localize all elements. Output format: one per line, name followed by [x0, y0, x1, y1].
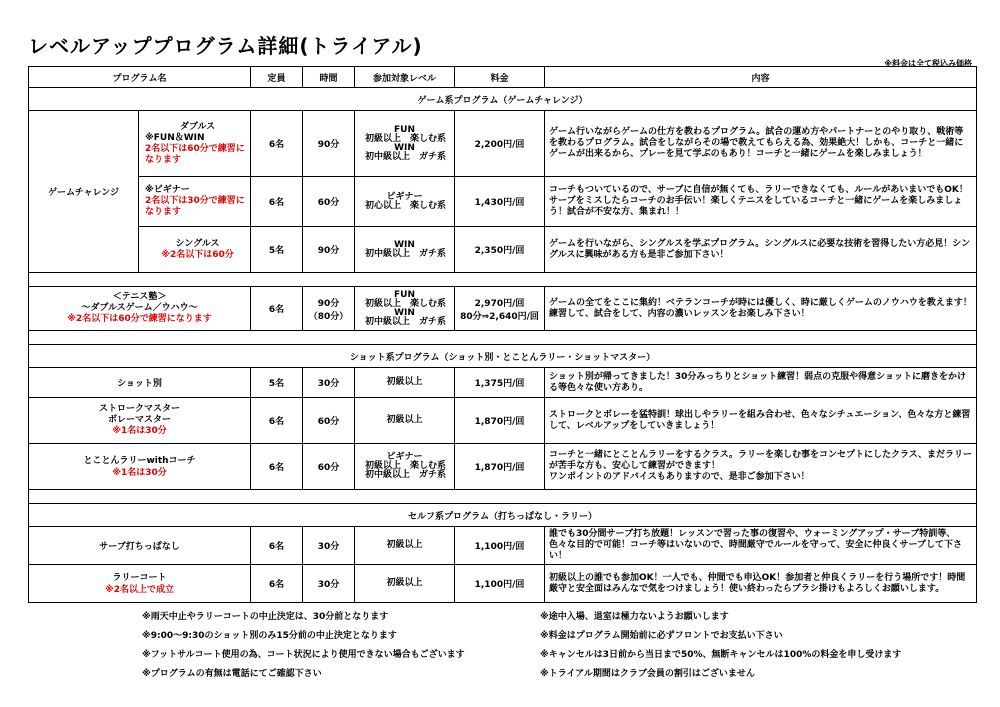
tennis-juku-time-cell	[303, 287, 355, 331]
level-fun-desc: 初級以上 楽しむ系	[365, 133, 447, 144]
note-item: ※9:00～9:30のショット別のみ15分前の中止決定となります	[142, 631, 397, 641]
doubles-name-cell	[139, 111, 251, 177]
tokoton-rally-price: 1,870円/回	[455, 444, 545, 490]
shot-betsu-price: 1,375円/回	[455, 368, 545, 398]
doubles-time: 90分	[303, 111, 355, 177]
header-content: 内容	[545, 67, 977, 88]
note-item: ※途中入場、退室は極力ないようお願いします	[540, 612, 729, 622]
tennis-juku-capacity: 6名	[251, 287, 303, 331]
singles-title: シングルス	[175, 238, 220, 249]
volley-master-name: ボレーマスター	[108, 415, 172, 425]
spacer-row	[29, 331, 977, 345]
beginner-name-cell	[139, 177, 251, 227]
rally-court-name-cell	[29, 565, 251, 603]
section-game: ゲーム系プログラム（ゲームチャレンジ）	[29, 88, 977, 111]
tennis-juku-desc: ゲームの全てをここに集約！ベテランコーチが時には優しく、時に厳しくゲームのノウハウを教えます！練習して、試合をして、内容の濃いレッスンをお楽しみ下さい！	[545, 287, 977, 331]
level-shochukyu: 初中級以上 ガチ系	[365, 470, 447, 480]
level-beginner: ビギナー	[386, 191, 423, 202]
spacer-row	[29, 273, 977, 287]
page-title: レベルアッププログラム詳細(トライアル)	[28, 34, 423, 58]
singles-time: 90分	[303, 227, 355, 273]
doubles-price: 2,200円/回	[455, 111, 545, 177]
level-fun: FUN	[394, 124, 416, 135]
tokoton-rally-time: 60分	[303, 444, 355, 490]
spacer-row	[29, 490, 977, 504]
shot-betsu-capacity: 5名	[251, 368, 303, 398]
tennis-juku-sub: ～ダブルスゲーム／ウハウ～	[81, 303, 198, 313]
tennis-juku-price-cell	[455, 287, 545, 331]
serve-price: 1,100円/回	[455, 527, 545, 565]
singles-capacity: 5名	[251, 227, 303, 273]
notes-right	[540, 608, 901, 684]
level-win: WIN	[394, 307, 415, 318]
singles-name-cell	[139, 227, 251, 273]
stroke-master-level: 初級以上	[355, 398, 455, 444]
level-beginner: ビギナー	[386, 452, 423, 462]
beginner-price: 1,430円/回	[455, 177, 545, 227]
stroke-master-name: ストロークマスター	[99, 404, 181, 414]
header-price: 料金	[455, 67, 545, 88]
header-level: 参加対象レベル	[355, 67, 455, 88]
shot-betsu-level: 初級以上	[355, 368, 455, 398]
stroke-master-time: 60分	[303, 398, 355, 444]
tennis-juku-title: ＜テニス塾＞	[112, 292, 167, 302]
game-challenge-name: ゲームチャレンジ	[29, 111, 139, 273]
tennis-juku-note: ※2名以下は60分で練習になります	[67, 314, 212, 324]
beginner-time: 60分	[303, 177, 355, 227]
note-item: ※料金はプログラム開始前に必ずフロントでお支払い下さい	[540, 631, 783, 641]
header-row	[29, 67, 977, 88]
rally-court-note: ※2名以上で成立	[105, 584, 175, 595]
shot-betsu-time: 30分	[303, 368, 355, 398]
level-shokyu: 初級以上 楽しむ系	[365, 461, 447, 471]
note-item: ※トライアル期間はクラブ会員の割引はございません	[540, 669, 755, 679]
stroke-master-name-cell	[29, 398, 251, 444]
level-win: WIN	[394, 142, 415, 153]
tokoton-rally-desc2: ワンポイントのアドバイスもありますので、是非ご参加下さい！	[549, 472, 810, 482]
rally-court-time: 30分	[303, 565, 355, 603]
doubles-level	[355, 111, 455, 177]
rally-court-price: 1,100円/回	[455, 565, 545, 603]
doubles-title: ダブルス	[179, 121, 216, 132]
doubles-sub: ※FUN＆WIN	[145, 132, 205, 143]
notes-left	[142, 608, 465, 684]
level-beginner-desc: 初心以上 楽しむ系	[365, 200, 447, 211]
beginner-title: ※ビギナー	[145, 185, 190, 195]
tokoton-rally-desc-cell	[545, 444, 977, 490]
singles-level	[355, 227, 455, 273]
tennis-juku-price-alt: 80分⇒2,640円/回	[460, 311, 539, 322]
tennis-juku-name-cell	[29, 287, 251, 331]
stroke-master-price: 1,870円/回	[455, 398, 545, 444]
tennis-juku-time-alt: （80分）	[308, 311, 349, 322]
doubles-note: 2名以下は60分で練習になります	[145, 143, 245, 165]
tennis-juku-level	[355, 287, 455, 331]
stroke-master-capacity: 6名	[251, 398, 303, 444]
tennis-juku-time: 90分	[317, 298, 340, 309]
level-singles: WIN	[394, 239, 415, 250]
header-program: プログラム名	[29, 67, 251, 88]
section-shot: ショット系プログラム（ショット別・とことんラリー・ショットマスター）	[29, 345, 977, 368]
tax-note: ※料金は全て税込み価格	[884, 59, 972, 68]
note-item: ※雨天中止やラリーコートの中止決定は、30分前となります	[142, 612, 389, 622]
singles-price: 2,350円/回	[455, 227, 545, 273]
singles-desc: ゲームを行いながら、シングルスを学ぶプログラム。シングルスに必要な技術を習得したい方必見！シングルスに興味がある方も是非ご参加下さい！	[545, 227, 977, 273]
stroke-master-note: ※1名は30分	[112, 426, 167, 436]
tokoton-rally-name: とことんラリーwithコーチ	[83, 455, 196, 466]
header-capacity: 定員	[251, 67, 303, 88]
shot-betsu-desc: ショット別が帰ってきました！30分みっちりとショット練習！弱点の克服や得意ショットに磨きをかける等色々な使い方あり。	[545, 368, 977, 398]
beginner-note: 2名以下は30分で練習になります	[145, 196, 245, 217]
tokoton-rally-level	[355, 444, 455, 490]
doubles-desc: ゲーム行いながらゲームの仕方を教わるプログラム。試合の運め方やパートナーとのやり取り、戦術等を教わるプログラム。試合をしながらその場で教えてもらえる為、効果絶大！しかも、コーチと一緒にゲームが出来るから、プレーを見て学ぶのもあり！コーチと一緒にゲームを楽しみましょう！	[545, 111, 977, 177]
serve-desc: 誰でも30分間サーブ打ち放題！レッスンで習った事の復習や、ウォーミングアップ・サーブ特訓等、色々な目的で可能！コーチ等はいないので、時間厳守でルールを守って、安全に仲良くサーブして下さい！	[545, 527, 977, 565]
serve-time: 30分	[303, 527, 355, 565]
level-singles-desc: 初中級以上 ガチ系	[365, 248, 447, 259]
level-fun-desc: 初級以上 楽しむ系	[365, 298, 447, 309]
tokoton-rally-name-cell	[29, 444, 251, 490]
singles-note: ※2名以下は60分	[161, 249, 234, 260]
tokoton-rally-desc: コーチと一緒にとことんラリーをするクラス。ラリーを楽しむ事をコンセプトにしたクラス、まだラリーが苦手な方も、安心して練習ができます！	[549, 450, 973, 471]
section-self: セルフ系プログラム（打ちっぱなし・ラリー）	[29, 504, 977, 527]
header-time: 時間	[303, 67, 355, 88]
note-item: ※プログラムの有無は電話にてご確認下さい	[142, 669, 322, 679]
rally-court-level: 初級以上	[355, 565, 455, 603]
stroke-master-desc: ストロークとボレーを猛特訓！球出しやラリーを組み合わせ、色々なシチュエーション、色々な方と練習して、レベルアップをしていきましょう！	[545, 398, 977, 444]
level-win-desc: 初中級以上 ガチ系	[365, 151, 447, 162]
note-item: ※キャンセルは3日前から当日まで50%、無断キャンセルは100%の料金を申し受けます	[540, 650, 902, 660]
doubles-capacity: 6名	[251, 111, 303, 177]
rally-court-name: ラリーコート	[112, 572, 167, 583]
program-table	[28, 66, 977, 603]
serve-name: サーブ打ちっぱなし	[29, 527, 251, 565]
level-win-desc: 初中級以上 ガチ系	[365, 316, 447, 327]
rally-court-desc: 初級以上の誰でも参加OK！一人でも、仲間でも申込OK！参加者と仲良くラリーを行う場所です！時間厳守と安全面はみんなで気をつけましょう！使い終わったらブラシ掛けもよろしくお願いします。	[545, 565, 977, 603]
level-fun: FUN	[394, 289, 416, 300]
note-item: ※フットサルコート使用の為、コート状況により使用できない場合もございます	[142, 650, 465, 660]
serve-capacity: 6名	[251, 527, 303, 565]
beginner-level	[355, 177, 455, 227]
tokoton-rally-capacity: 6名	[251, 444, 303, 490]
beginner-desc: コーチもついているので、サーブに自信が無くても、ラリーできなくても、ルールがあいまいでもOK！サーブをミスしたらコーチのお手伝い！楽しくテニスをしているコーチと一緒にゲームを楽しみましょう！試合が不安な方、集まれ！！	[545, 177, 977, 227]
serve-level: 初級以上	[355, 527, 455, 565]
tokoton-rally-note: ※1名は30分	[112, 467, 167, 478]
rally-court-capacity: 6名	[251, 565, 303, 603]
beginner-capacity: 6名	[251, 177, 303, 227]
tennis-juku-price: 2,970円/回	[474, 298, 525, 309]
shot-betsu-name: ショット別	[29, 368, 251, 398]
